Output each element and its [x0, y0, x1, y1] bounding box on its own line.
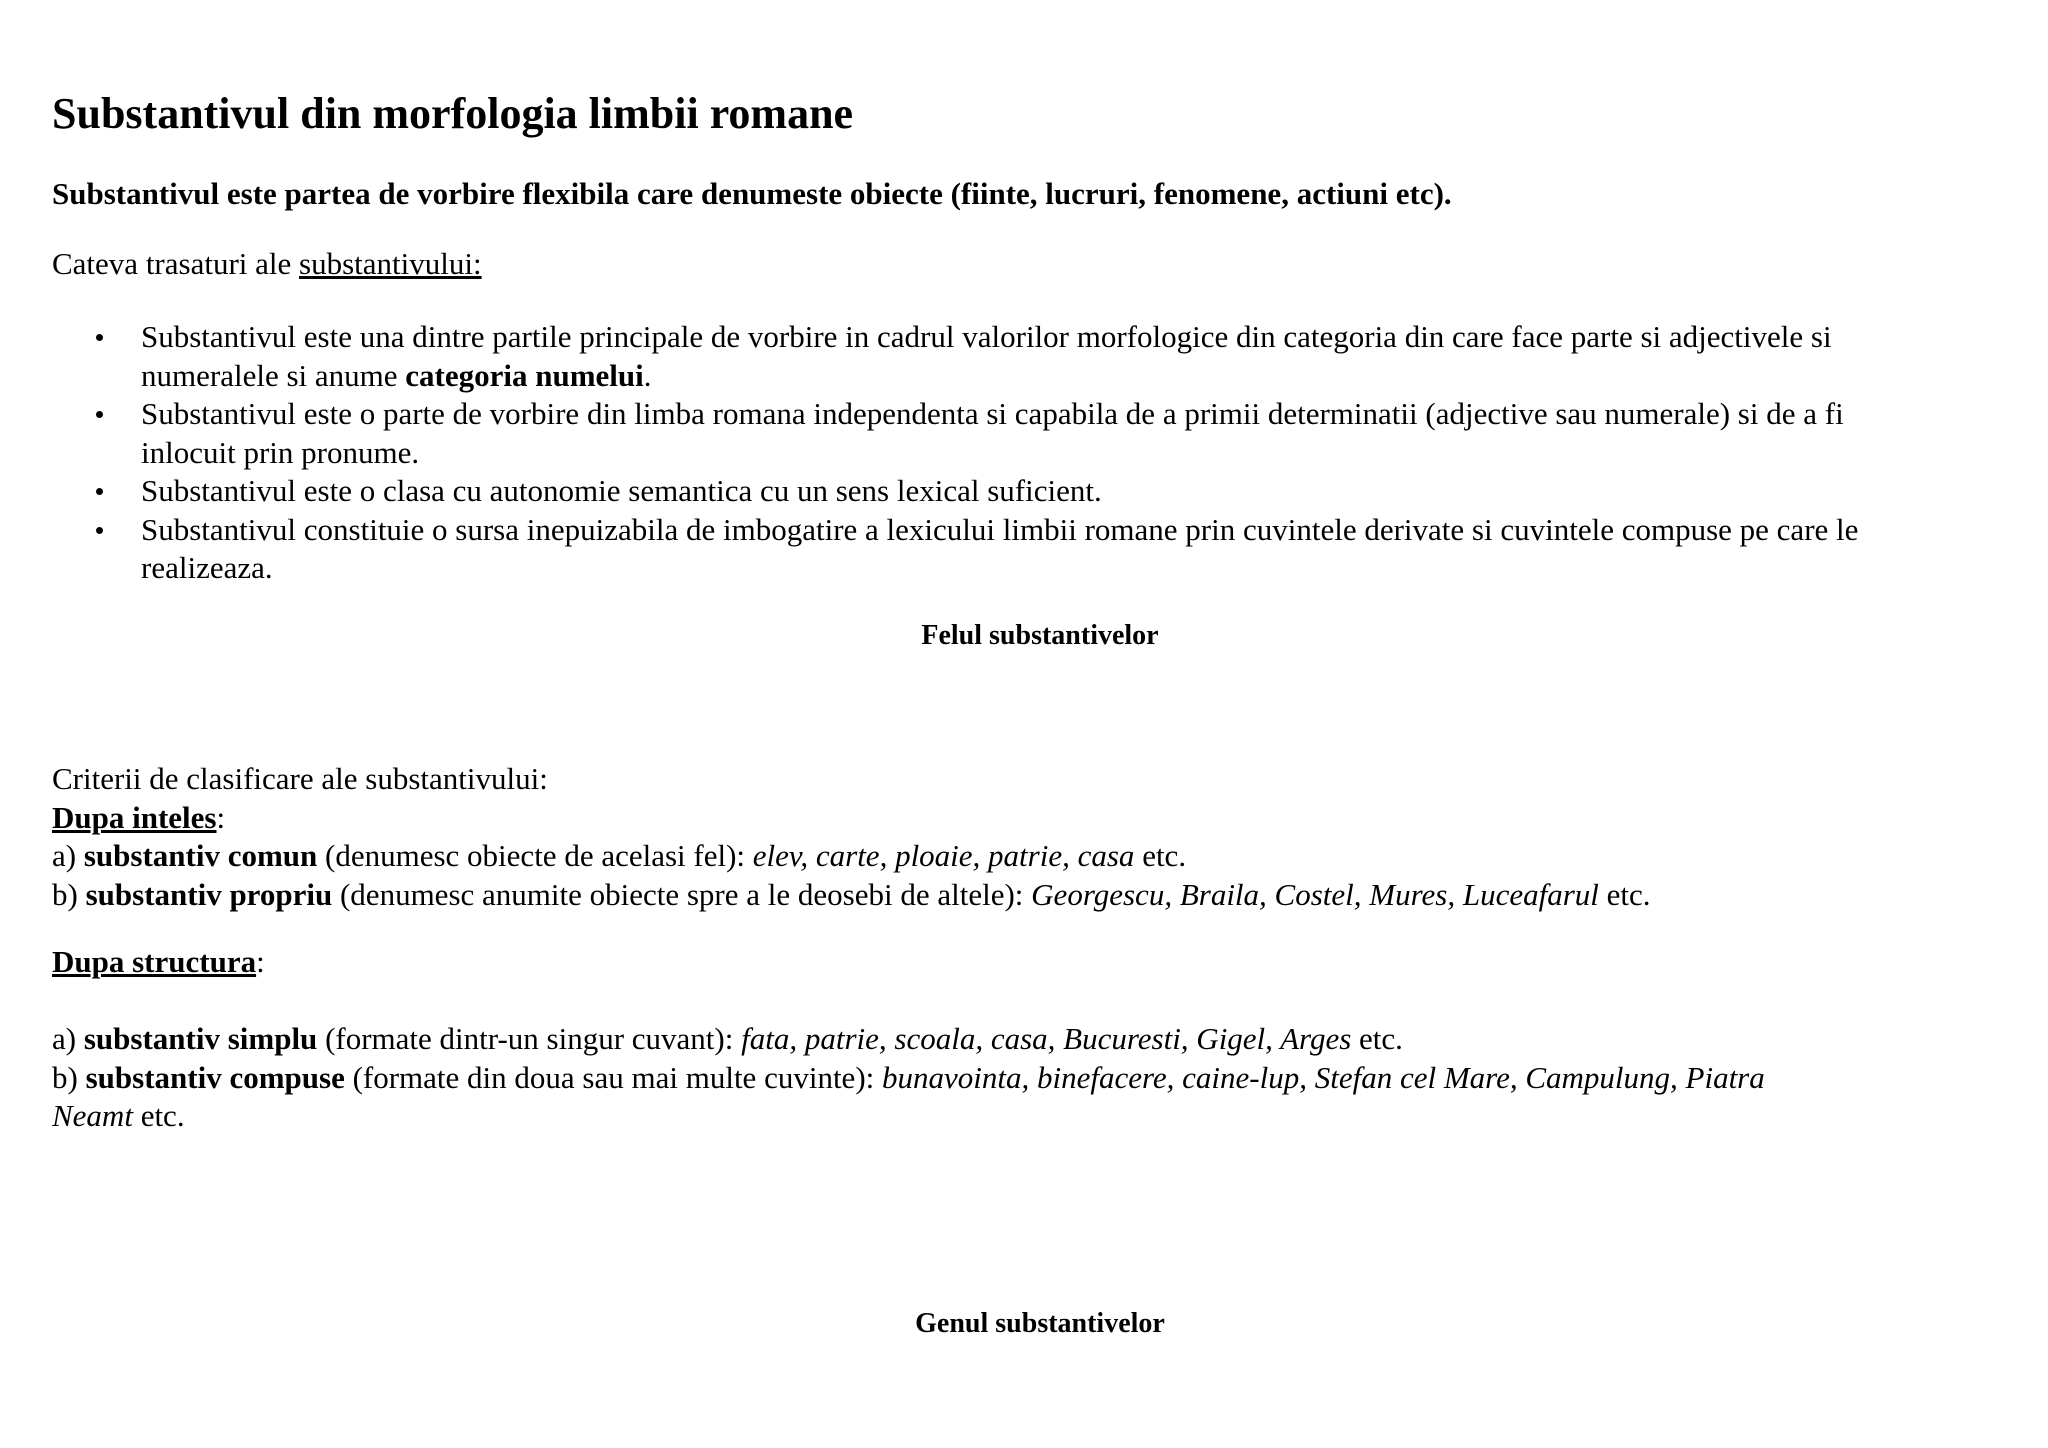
traits-list — [0, 318, 2048, 588]
item-examples: elev, carte, ploaie, patrie, casa — [752, 838, 1135, 873]
classification-structura — [52, 1020, 1765, 1136]
list-item-text: . — [643, 357, 652, 393]
criteria-label: Criterii de clasificare ale substantivului: — [52, 761, 548, 796]
item-term: substantiv compuse — [85, 1059, 345, 1095]
item-examples: fata, patrie, scoala, casa, Bucuresti, Gigel, Arges — [741, 1021, 1352, 1056]
list-item — [0, 318, 2048, 395]
list-item-line: Substantivul este o clasa cu autonomie semantica cu un sens lexical suficient. — [141, 473, 1102, 508]
list-item-line: realizeaza. — [141, 550, 273, 585]
item-substantiv-compus — [52, 1059, 1765, 1098]
bullet-icon — [96, 334, 103, 341]
traits-label — [52, 245, 482, 284]
item-marker: b) — [52, 876, 86, 912]
item-description: (formate din doua sau mai multe cuvinte): — [344, 1059, 882, 1095]
item-description: (denumesc obiecte de acelasi fel): — [317, 838, 753, 873]
item-substantiv-propriu — [52, 876, 1651, 915]
list-item-line — [141, 357, 2048, 396]
item-suffix: etc. — [1134, 838, 1187, 873]
subheading-colon: : — [216, 799, 226, 835]
list-item — [0, 472, 2048, 511]
item-substantiv-comun — [52, 837, 1651, 876]
item-description: (formate dintr-un singur cuvant): — [317, 1021, 742, 1056]
traits-label-text: Cateva trasaturi ale — [52, 246, 300, 281]
subheading-text: Dupa structura — [52, 944, 257, 979]
substantiv-link[interactable]: substantivului: — [299, 246, 482, 281]
classification-inteles — [52, 760, 1651, 914]
bullet-icon — [96, 527, 103, 534]
item-marker: b) — [52, 1059, 86, 1095]
item-term: substantiv comun — [83, 838, 318, 873]
list-item — [0, 395, 2048, 472]
list-item-line: Substantivul constituie o sursa inepuizabila de imbogatire a lexicului limbii romane prin cuvintele derivate si cuvintele compuse pe care le — [141, 511, 1859, 547]
item-examples: Neamt — [52, 1098, 133, 1133]
bullet-icon — [96, 411, 103, 418]
bullet-icon — [96, 488, 103, 495]
item-substantiv-simplu — [52, 1020, 1765, 1059]
item-marker: a) — [52, 1021, 84, 1056]
subheading-dupa-inteles — [52, 799, 1651, 838]
intro-definition: Substantivul este partea de vorbire flexibila care denumeste obiecte (fiinte, lucruri, fenomene, actiuni etc). — [52, 176, 1452, 211]
item-suffix: etc. — [1598, 876, 1651, 912]
item-term: substantiv propriu — [85, 876, 333, 912]
item-examples: Georgescu, Braila, Costel, Mures, Luceafarul — [1031, 876, 1599, 912]
subheading-text: Dupa inteles — [52, 799, 217, 835]
list-item-text: numeralele si anume — [141, 357, 406, 393]
item-examples: bunavointa, binefacere, caine-lup, Stefan cel Mare, Campulung, Piatra — [882, 1059, 1765, 1095]
item-term: substantiv simplu — [83, 1021, 318, 1056]
list-item-line: Substantivul este o parte de vorbire din limba romana independenta si capabila de a primii determinatii (adjective sau numerale) si de a fi — [141, 396, 1844, 431]
item-suffix: etc. — [132, 1098, 185, 1133]
item-suffix: etc. — [1351, 1021, 1403, 1056]
list-item-bold-term: categoria numelui — [405, 357, 644, 393]
section-heading-genul: Genul substantivelor — [915, 1308, 1165, 1339]
subheading-dupa-structura — [52, 943, 265, 982]
section-heading-felul: Felul substantivelor — [921, 620, 1159, 651]
page-title: Substantivul din morfologia limbii romane — [52, 89, 854, 138]
item-description: (denumesc anumite obiecte spre a le deosebi de altele): — [332, 876, 1032, 912]
list-item — [0, 511, 2048, 588]
item-substantiv-compus-continued — [52, 1097, 1765, 1136]
item-marker: a) — [52, 838, 84, 873]
list-item-line: inlocuit prin pronume. — [141, 434, 420, 470]
list-item-line: Substantivul este una dintre partile principale de vorbire in cadrul valorilor morfologice din categoria din care face parte si adjectivele si — [141, 319, 1832, 354]
subheading-colon: : — [256, 944, 265, 979]
